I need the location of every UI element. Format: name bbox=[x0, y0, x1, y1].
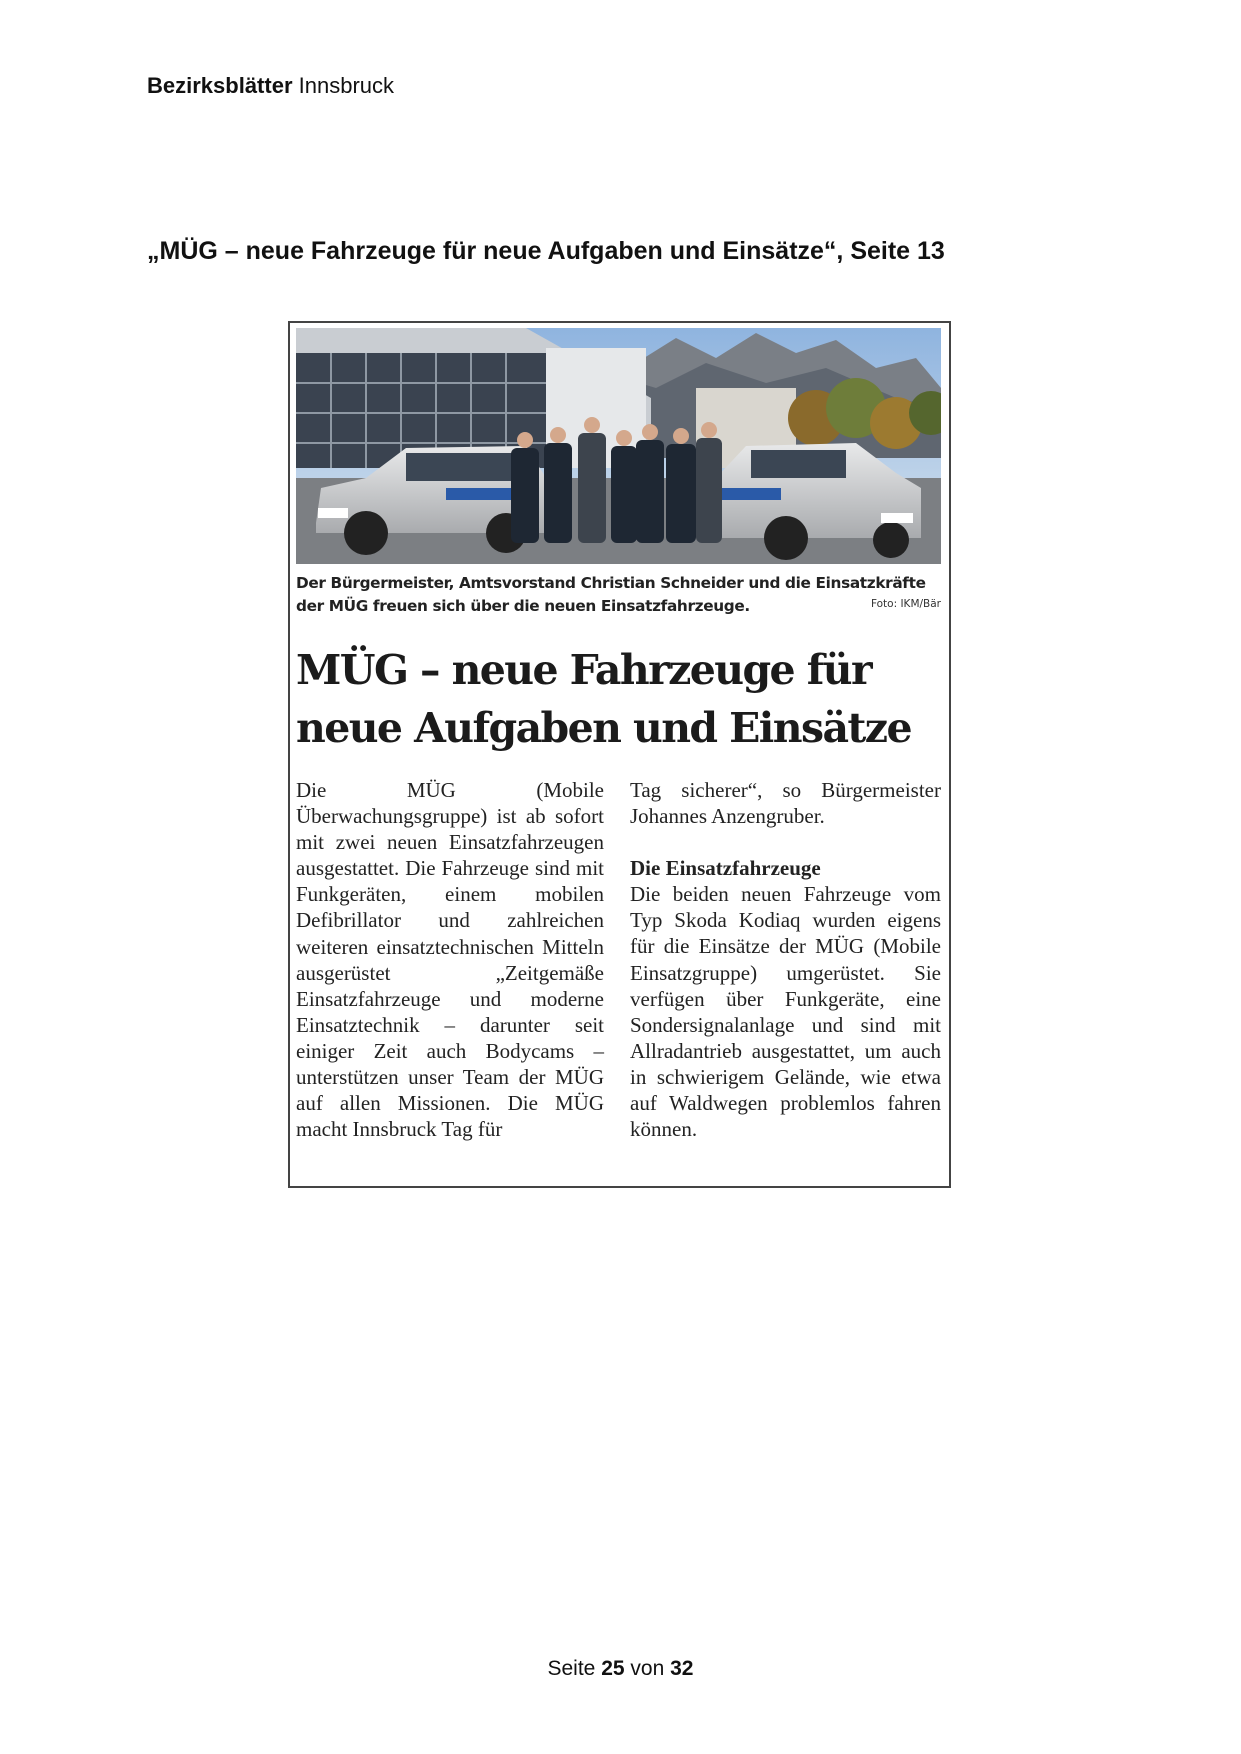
body-paragraph-right: Die beiden neuen Fahrzeuge vom Typ Skoda Kodiaq wurden eigens für die Einsätze der MÜG (Mobile Einsatzgruppe) umgerüstet. Sie verfügen über Funkgeräte, eine Sondersignalanlage und sind mit Allradantrieb ausgestattet, um auch in schwierigem Gelände, wie etwa auf Waldwegen problemlos fahren können. bbox=[630, 882, 941, 1142]
footer-total-pages: 32 bbox=[670, 1657, 694, 1680]
article-column-left bbox=[296, 777, 604, 1142]
caption-text: Der Bürgermeister, Amtsvorstand Christian Schneider und die Einsatzkräfte der MÜG freuen sich über die neuen Einsatzfahrzeuge. bbox=[296, 574, 926, 615]
page-header bbox=[147, 73, 394, 99]
article-photo bbox=[296, 328, 941, 564]
document-title: „MÜG – neue Fahrzeuge für neue Aufgaben und Einsätze“, Seite 13 bbox=[147, 237, 945, 265]
photo-credit: Foto: IKM/Bär bbox=[870, 598, 941, 610]
body-paragraph-right-intro: Tag sicherer“, so Bürgermeister Johannes Anzengruber. bbox=[630, 778, 941, 829]
photo-illustration bbox=[296, 328, 941, 564]
footer-prefix: Seite bbox=[547, 1657, 596, 1680]
footer-current-page: 25 bbox=[601, 1657, 625, 1680]
newspaper-clipping bbox=[288, 321, 951, 1188]
body-paragraph-left: Die MÜG (Mobile Überwachungsgruppe) ist ab sofort mit zwei neuen Einsatzfahrzeugen ausgestattet. Die Fahrzeuge sind mit Funkgeräten, einem mobilen Defibrillator und zahlreichen weiteren einsatztechnischen Mitteln ausgerüstet „Zeitgemäße Einsatzfahrzeuge und moderne Einsatztechnik – darunter seit einiger Zeit auch Bodycams – unterstützen unser Team der MÜG auf allen Missionen. Die MÜG macht Innsbruck Tag für bbox=[296, 778, 604, 1142]
article-subheading: Die Einsatzfahrzeuge bbox=[630, 856, 821, 881]
page-footer bbox=[0, 1657, 1241, 1681]
publication-region: Innsbruck bbox=[298, 73, 395, 98]
photo-caption bbox=[296, 572, 941, 618]
footer-separator: von bbox=[630, 1657, 665, 1680]
article-column-right bbox=[630, 777, 941, 1142]
publication-name: Bezirksblätter bbox=[147, 73, 293, 98]
article-headline: MÜG – neue Fahrzeuge für neue Aufgaben und Einsätze bbox=[296, 646, 911, 752]
